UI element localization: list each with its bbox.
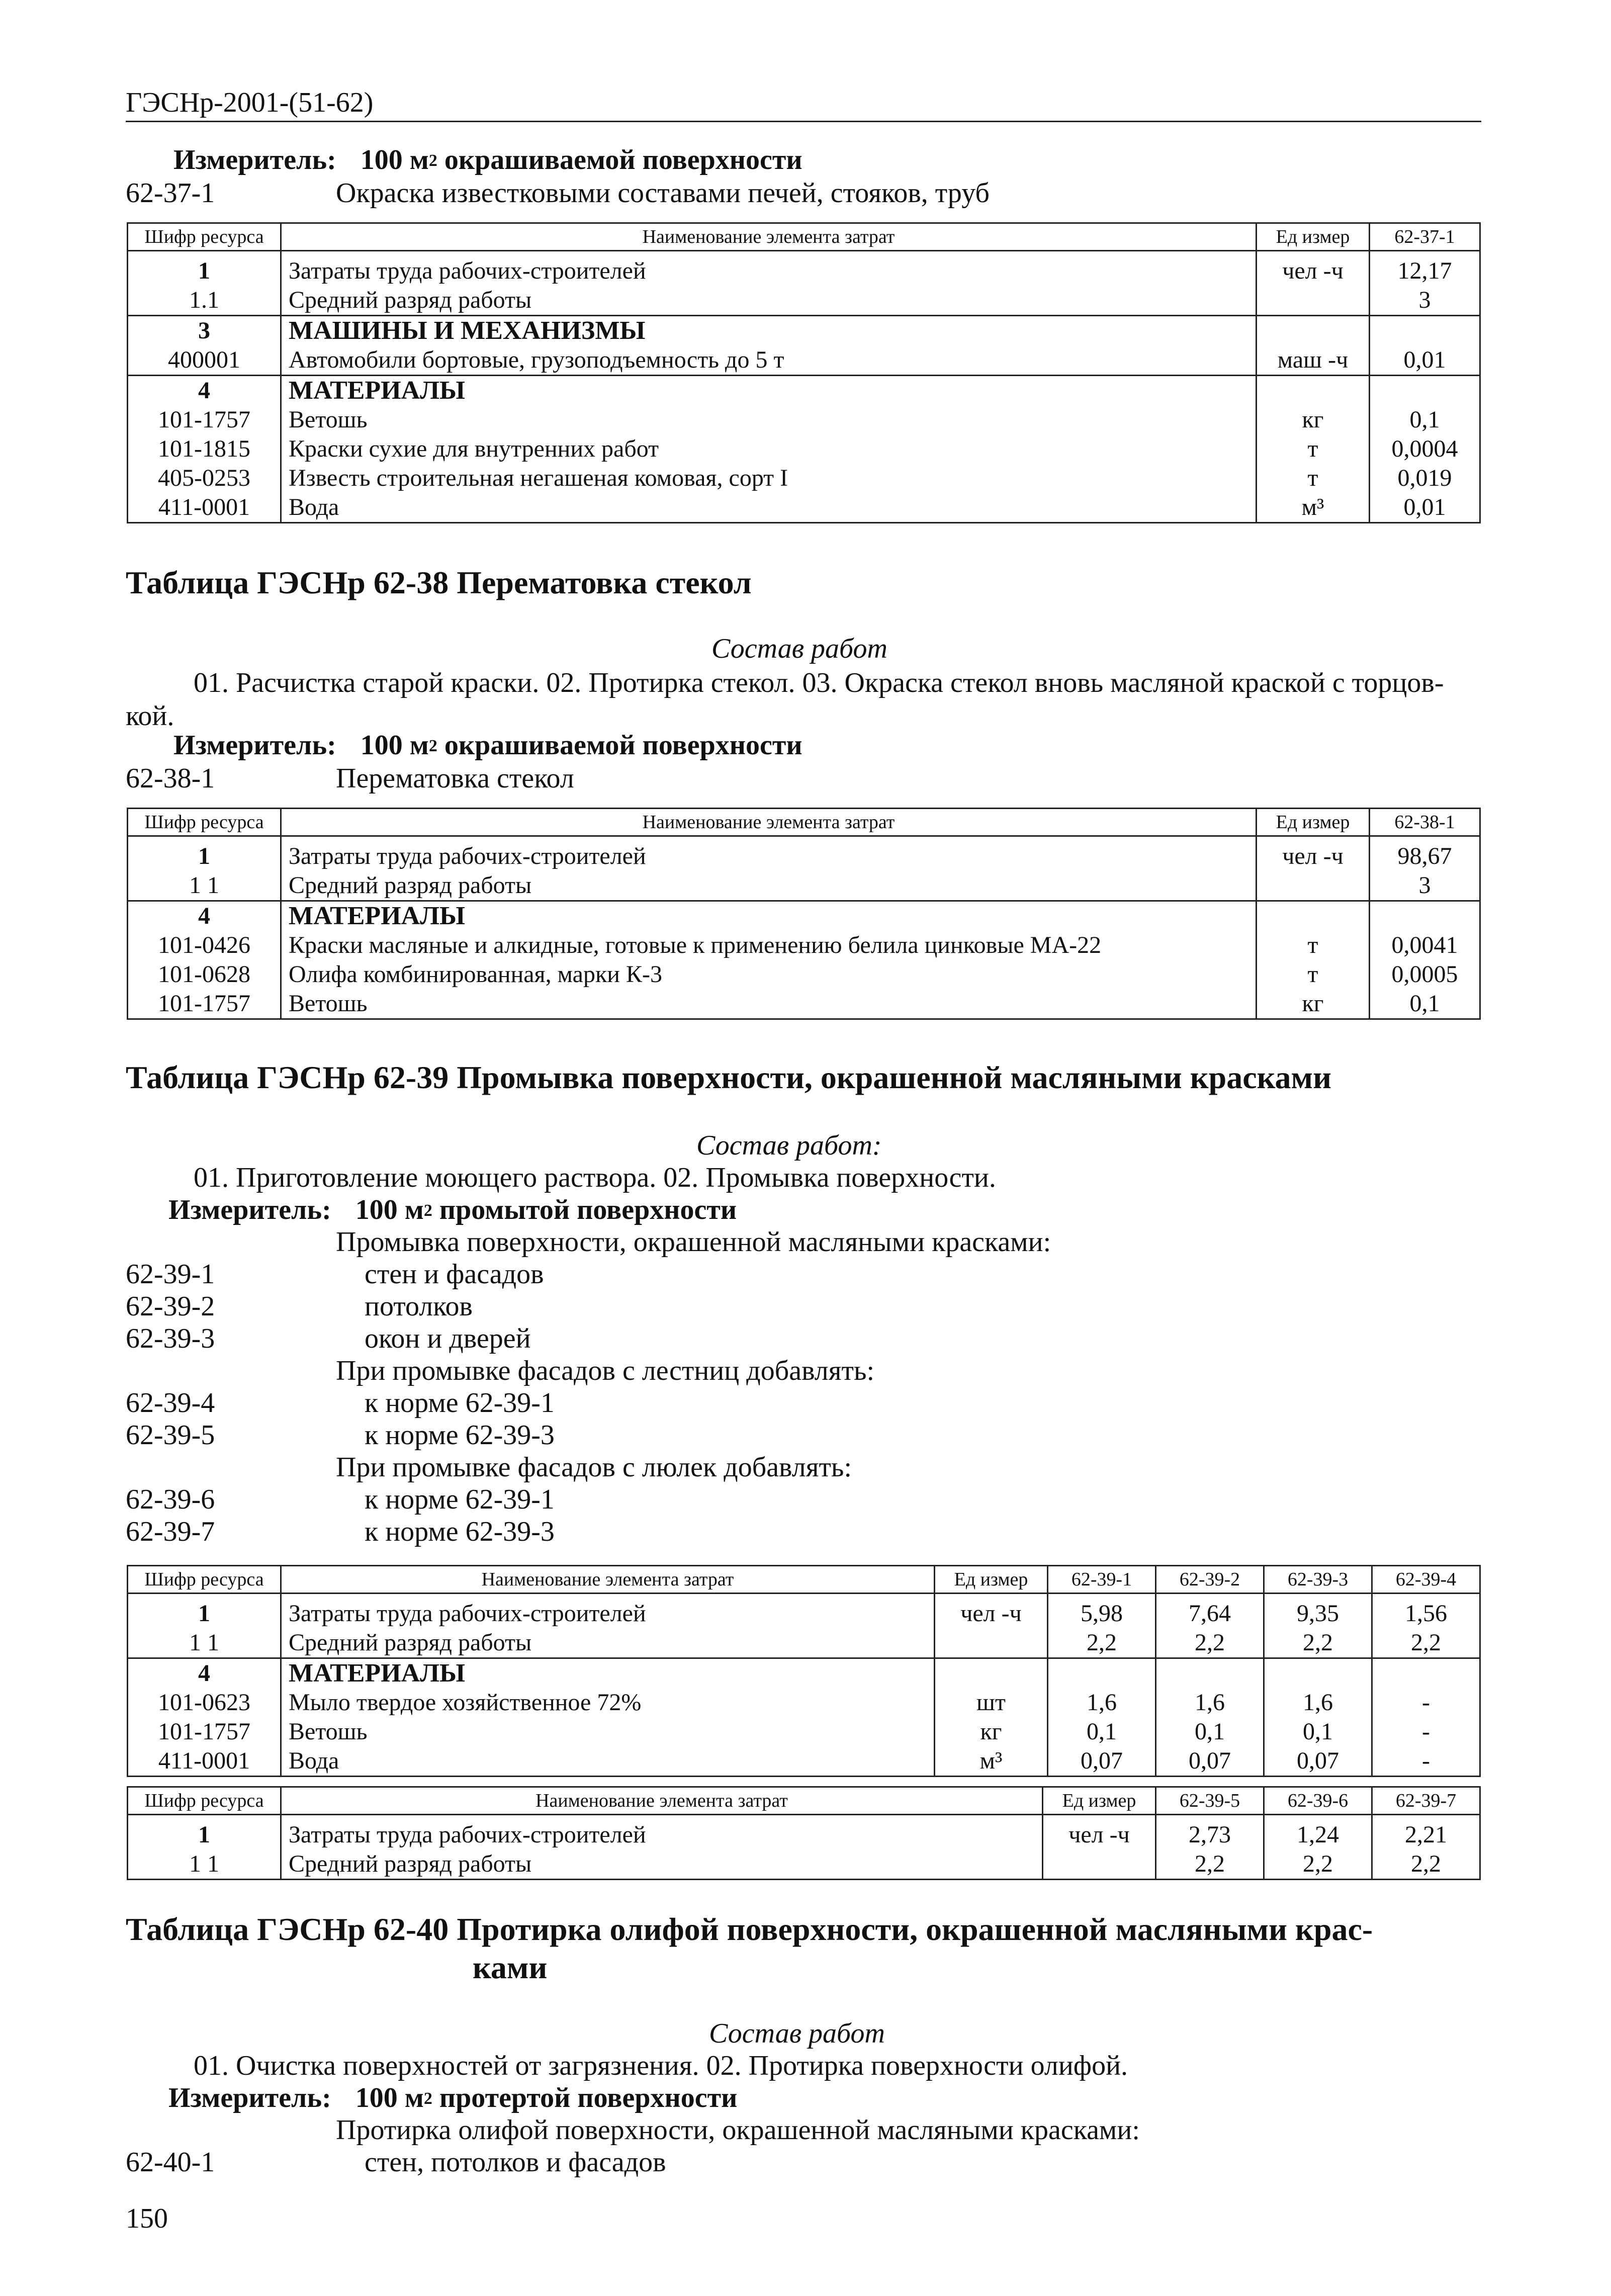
section-heading: МАШИНЫ И МЕХАНИЗМЫ: [281, 316, 1257, 346]
header-cell: 62-39-4: [1372, 1566, 1480, 1594]
cell-value: 0,1: [1370, 989, 1480, 1019]
header-cell: Ед измер: [1257, 809, 1370, 836]
composition-text: 01. Расчистка старой краски. 02. Протирка стекол. 03. Окраска стекол вновь масляной краской с торцов-: [194, 667, 1444, 698]
cell-unit: шт: [935, 1688, 1048, 1717]
measure-prefix: Измеритель:: [173, 730, 336, 761]
cell-unit: [1257, 871, 1370, 901]
section-title-62-40-cont: ками: [473, 1950, 548, 1985]
header-cell: 62-38-1: [1370, 809, 1480, 836]
cell-unit: т: [1257, 960, 1370, 989]
cell-unit: [1043, 1849, 1156, 1880]
norms-intro: Промывка поверхности, окрашенной масляными красками:: [336, 1226, 1051, 1258]
norm-code: 62-39-4: [126, 1387, 215, 1419]
measure-sup: 2: [423, 1201, 432, 1220]
cell-value: 0,01: [1370, 493, 1480, 523]
cell-code: 411-0001: [128, 1746, 281, 1777]
composition-title: Состав работ:: [696, 1130, 882, 1161]
cell-code: 101-0623: [128, 1688, 281, 1717]
cell-name: Затраты труда рабочих-строителей: [281, 256, 1257, 286]
measure-suffix: протертой поверхности: [439, 2082, 738, 2113]
cell-name: Средний разряд работы: [281, 1849, 1043, 1880]
cell-name: Мыло твердое хозяйственное 72%: [281, 1688, 935, 1717]
measure-line-62-37: [173, 144, 802, 176]
header-cell: 62-39-7: [1372, 1787, 1480, 1815]
norm-code: 62-39-5: [126, 1420, 215, 1451]
measure-prefix: Измеритель:: [168, 2082, 331, 2113]
header-cell: Ед измер: [935, 1566, 1048, 1594]
header-cell: Наименование элемента затрат: [281, 809, 1257, 836]
norms-intro: Протирка олифой поверхности, окрашенной масляными красками:: [336, 2114, 1140, 2146]
cell-value: [1372, 1658, 1480, 1689]
cell-value: 2,2: [1372, 1849, 1480, 1880]
norm-code: 62-37-1: [126, 178, 215, 209]
resource-table-62-38: [127, 808, 1481, 1020]
cell-code: 1: [128, 842, 281, 871]
cell-value: 0,0005: [1370, 960, 1480, 989]
cell-value: [1370, 901, 1480, 931]
norm-item: стен, потолков и фасадов: [365, 2147, 666, 2178]
header-cell: Шифр ресурса: [128, 809, 281, 836]
cell-code: 101-1757: [128, 405, 281, 434]
cell-value: 0,1: [1156, 1717, 1264, 1746]
cell-value: 0,07: [1156, 1746, 1264, 1777]
measure-sup: 2: [423, 2089, 432, 2108]
norm-item: к норме 62-39-1: [365, 1484, 555, 1515]
table-row: [128, 493, 1480, 523]
measure-prefix: Измеритель:: [168, 1194, 331, 1225]
norm-code: 62-39-6: [126, 1484, 215, 1515]
table-row: [128, 1688, 1480, 1717]
table-row: [128, 1820, 1480, 1849]
header-cell: Наименование элемента затрат: [281, 223, 1257, 251]
cell-unit: [1257, 901, 1370, 931]
cell-value: 0,07: [1264, 1746, 1372, 1777]
header-cell: 62-39-6: [1264, 1787, 1372, 1815]
table-row: [128, 405, 1480, 434]
cell-name: Средний разряд работы: [281, 1628, 935, 1658]
section-heading: МАТЕРИАЛЫ: [281, 1658, 935, 1689]
header-cell: 62-37-1: [1370, 223, 1480, 251]
norm-code: 62-39-2: [126, 1291, 215, 1322]
cell-code: 1 1: [128, 1849, 281, 1880]
measure-suffix: окрашиваемой поверхности: [444, 730, 802, 761]
cell-value: 0,1: [1264, 1717, 1372, 1746]
header-cell: 62-39-2: [1156, 1566, 1264, 1594]
header-cell: Наименование элемента затрат: [281, 1787, 1043, 1815]
page-number: 150: [126, 2203, 168, 2234]
table-row: [128, 256, 1480, 286]
table-row: [128, 1628, 1480, 1658]
cell-value: 2,2: [1156, 1628, 1264, 1658]
table-header-row: [128, 223, 1480, 251]
cell-name: Ветошь: [281, 405, 1257, 434]
resource-table-62-39-b: [127, 1786, 1481, 1880]
norm-item: стен и фасадов: [365, 1259, 544, 1290]
cell-value: -: [1372, 1717, 1480, 1746]
header-cell: Шифр ресурса: [128, 1787, 281, 1815]
cell-value: [1048, 1658, 1156, 1689]
table-row: [128, 345, 1480, 376]
section-heading: МАТЕРИАЛЫ: [281, 376, 1257, 406]
cell-code: 4: [128, 901, 281, 931]
cell-code: 3: [128, 316, 281, 346]
norm-item: к норме 62-39-3: [365, 1516, 555, 1547]
cell-name: Известь строительная негашеная комовая, сорт I: [281, 464, 1257, 493]
table-row: [128, 871, 1480, 901]
cell-value: 2,2: [1264, 1849, 1372, 1880]
composition-text: 01. Приготовление моющего раствора. 02. Промывка поверхности.: [194, 1162, 996, 1193]
norm-description: Окраска известковыми составами печей, стояков, труб: [336, 178, 990, 209]
cell-unit: м³: [1257, 493, 1370, 523]
table-row: [128, 989, 1480, 1019]
running-title: ГЭСНр-2001-(51-62): [126, 87, 374, 118]
table-row: [128, 286, 1480, 316]
measure-value: 100 м: [360, 144, 429, 175]
cell-value: 0,07: [1048, 1746, 1156, 1777]
header-rule: [126, 121, 1481, 122]
measure-suffix: окрашиваемой поверхности: [444, 144, 802, 175]
cell-unit: кг: [935, 1717, 1048, 1746]
norm-code: 62-39-7: [126, 1516, 215, 1547]
table-row: [128, 1599, 1480, 1628]
cell-value: 1,24: [1264, 1820, 1372, 1849]
cell-value: 2,73: [1156, 1820, 1264, 1849]
header-cell: 62-39-1: [1048, 1566, 1156, 1594]
table-row: [128, 901, 1480, 931]
cell-value: 2,2: [1372, 1628, 1480, 1658]
cell-unit: [1257, 316, 1370, 346]
header-cell: Шифр ресурса: [128, 1566, 281, 1594]
norm-item: окон и дверей: [365, 1323, 531, 1354]
norms-subheading: При промывке фасадов с люлек добавлять:: [336, 1452, 852, 1483]
cell-value: 3: [1370, 871, 1480, 901]
cell-value: 1,6: [1264, 1688, 1372, 1717]
header-cell: 62-39-5: [1156, 1787, 1264, 1815]
table-header-row: [128, 1566, 1480, 1594]
cell-name: Краски сухие для внутренних работ: [281, 434, 1257, 464]
table-header-row: [128, 809, 1480, 836]
cell-unit: кг: [1257, 989, 1370, 1019]
cell-name: Вода: [281, 493, 1257, 523]
cell-code: 1.1: [128, 286, 281, 316]
measure-suffix: промытой поверхности: [439, 1194, 737, 1225]
table-row: [128, 1746, 1480, 1777]
cell-unit: т: [1257, 931, 1370, 960]
norm-code: 62-39-1: [126, 1259, 215, 1290]
measure-line-62-40: [168, 2082, 737, 2114]
cell-name: Затраты труда рабочих-строителей: [281, 1820, 1043, 1849]
cell-name: Олифа комбинированная, марки К-3: [281, 960, 1257, 989]
header-cell: Шифр ресурса: [128, 223, 281, 251]
norm-code: 62-38-1: [126, 763, 215, 794]
cell-value: 0,019: [1370, 464, 1480, 493]
cell-unit: [1257, 376, 1370, 406]
cell-value: 7,64: [1156, 1599, 1264, 1628]
cell-value: 0,0041: [1370, 931, 1480, 960]
table-row: [128, 960, 1480, 989]
norm-item: к норме 62-39-3: [365, 1420, 555, 1451]
section-title-62-38: Таблица ГЭСНр 62-38 Перематовка стекол: [126, 565, 752, 600]
norm-item: потолков: [365, 1291, 473, 1322]
table-row: [128, 931, 1480, 960]
table-row: [128, 1717, 1480, 1746]
cell-value: 9,35: [1264, 1599, 1372, 1628]
cell-unit: [935, 1658, 1048, 1689]
norms-subheading: При промывке фасадов с лестниц добавлять:: [336, 1355, 875, 1386]
cell-value: 98,67: [1370, 842, 1480, 871]
cell-unit: чел -ч: [1257, 842, 1370, 871]
cell-value: 2,2: [1264, 1628, 1372, 1658]
cell-unit: т: [1257, 464, 1370, 493]
measure-sup: 2: [428, 737, 437, 755]
cell-code: 1 1: [128, 1628, 281, 1658]
cell-value: 2,21: [1372, 1820, 1480, 1849]
section-title-62-39: Таблица ГЭСНр 62-39 Промывка поверхности, окрашенной масляными красками: [126, 1059, 1331, 1095]
cell-name: Средний разряд работы: [281, 286, 1257, 316]
resource-table-62-39-a: [127, 1565, 1481, 1777]
cell-code: 4: [128, 1658, 281, 1689]
cell-code: 405-0253: [128, 464, 281, 493]
composition-title: Состав работ: [711, 633, 887, 664]
measure-sup: 2: [428, 151, 437, 170]
cell-name: Краски масляные и алкидные, готовые к применению белила цинковые МА-22: [281, 931, 1257, 960]
cell-unit: чел -ч: [1257, 256, 1370, 286]
cell-value: 0,01: [1370, 345, 1480, 376]
cell-code: 1: [128, 1599, 281, 1628]
cell-code: 101-1757: [128, 1717, 281, 1746]
measure-prefix: Измеритель:: [173, 144, 336, 175]
table-header-row: [128, 1787, 1480, 1815]
table-row: [128, 316, 1480, 346]
header-cell: 62-39-3: [1264, 1566, 1372, 1594]
cell-code: 101-0426: [128, 931, 281, 960]
measure-value: 100 м: [355, 2082, 424, 2113]
norm-code: 62-40-1: [126, 2147, 215, 2178]
cell-unit: [935, 1628, 1048, 1658]
cell-code: 1: [128, 1820, 281, 1849]
cell-value: 2,2: [1048, 1628, 1156, 1658]
cell-code: 101-0628: [128, 960, 281, 989]
table-row: [128, 842, 1480, 871]
table-row: [128, 1658, 1480, 1689]
cell-value: 1,6: [1048, 1688, 1156, 1717]
section-title-62-40: Таблица ГЭСНр 62-40 Протирка олифой поверхности, окрашенной масляными крас-: [126, 1911, 1373, 1947]
header-cell: Ед измер: [1043, 1787, 1156, 1815]
resource-table-62-37: [127, 222, 1481, 523]
cell-code: 101-1757: [128, 989, 281, 1019]
section-heading: МАТЕРИАЛЫ: [281, 901, 1257, 931]
measure-line-62-38: [173, 729, 802, 761]
cell-unit: чел -ч: [1043, 1820, 1156, 1849]
cell-unit: маш -ч: [1257, 345, 1370, 376]
cell-name: Ветошь: [281, 1717, 935, 1746]
cell-name: Ветошь: [281, 989, 1257, 1019]
cell-value: -: [1372, 1746, 1480, 1777]
norm-description: Перематовка стекол: [336, 763, 574, 794]
measure-value: 100 м: [355, 1194, 424, 1225]
cell-code: 400001: [128, 345, 281, 376]
cell-value: 2,2: [1156, 1849, 1264, 1880]
cell-code: 411-0001: [128, 493, 281, 523]
cell-unit: [1257, 286, 1370, 316]
table-row: [128, 464, 1480, 493]
cell-value: 0,1: [1370, 405, 1480, 434]
cell-value: [1156, 1658, 1264, 1689]
cell-unit: кг: [1257, 405, 1370, 434]
table-row: [128, 1849, 1480, 1880]
header-cell: Ед измер: [1257, 223, 1370, 251]
cell-name: Вода: [281, 1746, 935, 1777]
cell-value: 1,56: [1372, 1599, 1480, 1628]
measure-value: 100 м: [360, 730, 429, 761]
measure-line-62-39: [168, 1194, 737, 1226]
cell-name: Автомобили бортовые, грузоподъемность до 5 т: [281, 345, 1257, 376]
cell-value: 3: [1370, 286, 1480, 316]
cell-value: 0,0004: [1370, 434, 1480, 464]
header-cell: Наименование элемента затрат: [281, 1566, 935, 1594]
cell-unit: т: [1257, 434, 1370, 464]
cell-code: 101-1815: [128, 434, 281, 464]
norm-code: 62-39-3: [126, 1323, 215, 1354]
cell-value: 5,98: [1048, 1599, 1156, 1628]
table-row: [128, 376, 1480, 406]
cell-unit: чел -ч: [935, 1599, 1048, 1628]
cell-code: 1: [128, 256, 281, 286]
table-row: [128, 434, 1480, 464]
composition-title: Состав работ: [709, 2018, 885, 2049]
cell-value: [1264, 1658, 1372, 1689]
cell-value: 1,6: [1156, 1688, 1264, 1717]
cell-name: Средний разряд работы: [281, 871, 1257, 901]
cell-value: 0,1: [1048, 1717, 1156, 1746]
norm-item: к норме 62-39-1: [365, 1387, 555, 1419]
cell-name: Затраты труда рабочих-строителей: [281, 842, 1257, 871]
cell-value: [1370, 316, 1480, 346]
cell-value: [1370, 376, 1480, 406]
composition-text: 01. Очистка поверхностей от загрязнения. 02. Протирка поверхности олифой.: [194, 2050, 1128, 2081]
cell-code: 4: [128, 376, 281, 406]
cell-name: Затраты труда рабочих-строителей: [281, 1599, 935, 1628]
composition-text-cont: кой.: [126, 700, 174, 732]
cell-code: 1 1: [128, 871, 281, 901]
cell-value: -: [1372, 1688, 1480, 1717]
cell-unit: м³: [935, 1746, 1048, 1777]
cell-value: 12,17: [1370, 256, 1480, 286]
